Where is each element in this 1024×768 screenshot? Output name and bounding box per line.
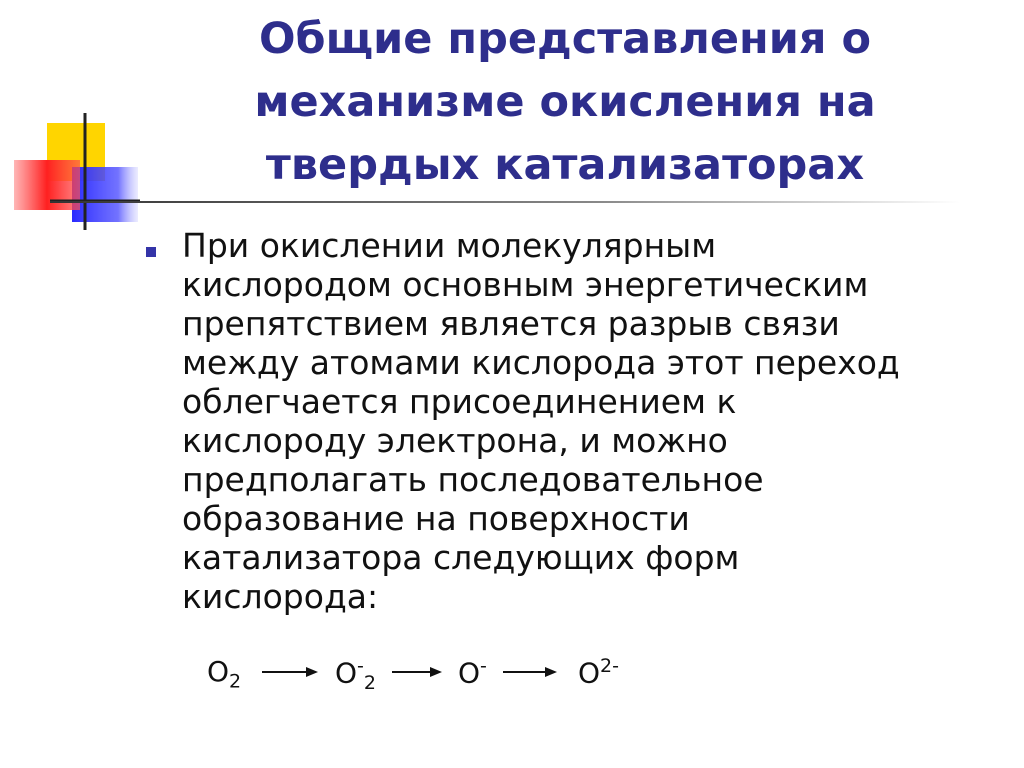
- formula-term-o2: $O_2$: [207, 655, 242, 693]
- body-line: образование на поверхности: [182, 499, 690, 538]
- body-line: между атомами кислорода этот переход: [182, 343, 900, 382]
- body-line: кислорода:: [182, 577, 379, 616]
- arrow-icon: [262, 666, 318, 678]
- bullet-paragraph: [182, 226, 962, 616]
- title-line: твердых катализаторах: [265, 140, 865, 190]
- slide-title: [200, 8, 930, 197]
- arrow-icon: [503, 666, 557, 678]
- body-line: кислороду электрона, и можно: [182, 421, 728, 460]
- body-line: кислородом основным энергетическим: [182, 265, 869, 304]
- formula-term-o-minus: O-: [458, 655, 487, 690]
- body-line: облегчается присоединением к: [182, 382, 737, 421]
- bullet-marker: [146, 247, 156, 257]
- body-line: препятствием является разрыв связи: [182, 304, 840, 343]
- title-line: механизме окисления на: [254, 77, 876, 127]
- title-divider: [50, 201, 960, 203]
- oxygen-forms-formula: [0, 655, 1024, 705]
- formula-term-superoxide: $O^-_2$: [335, 655, 376, 694]
- formula-term-oxide: $O^{2-}$: [578, 655, 619, 690]
- title-line: Общие представления о: [258, 14, 871, 64]
- body-line: катализатора следующих форм: [182, 538, 740, 577]
- decorative-squares: [0, 105, 140, 235]
- body-line: При окислении молекулярным: [182, 226, 717, 265]
- body-line: предполагать последовательное: [182, 460, 764, 499]
- blue-square: [72, 167, 138, 222]
- arrow-icon: [392, 666, 442, 678]
